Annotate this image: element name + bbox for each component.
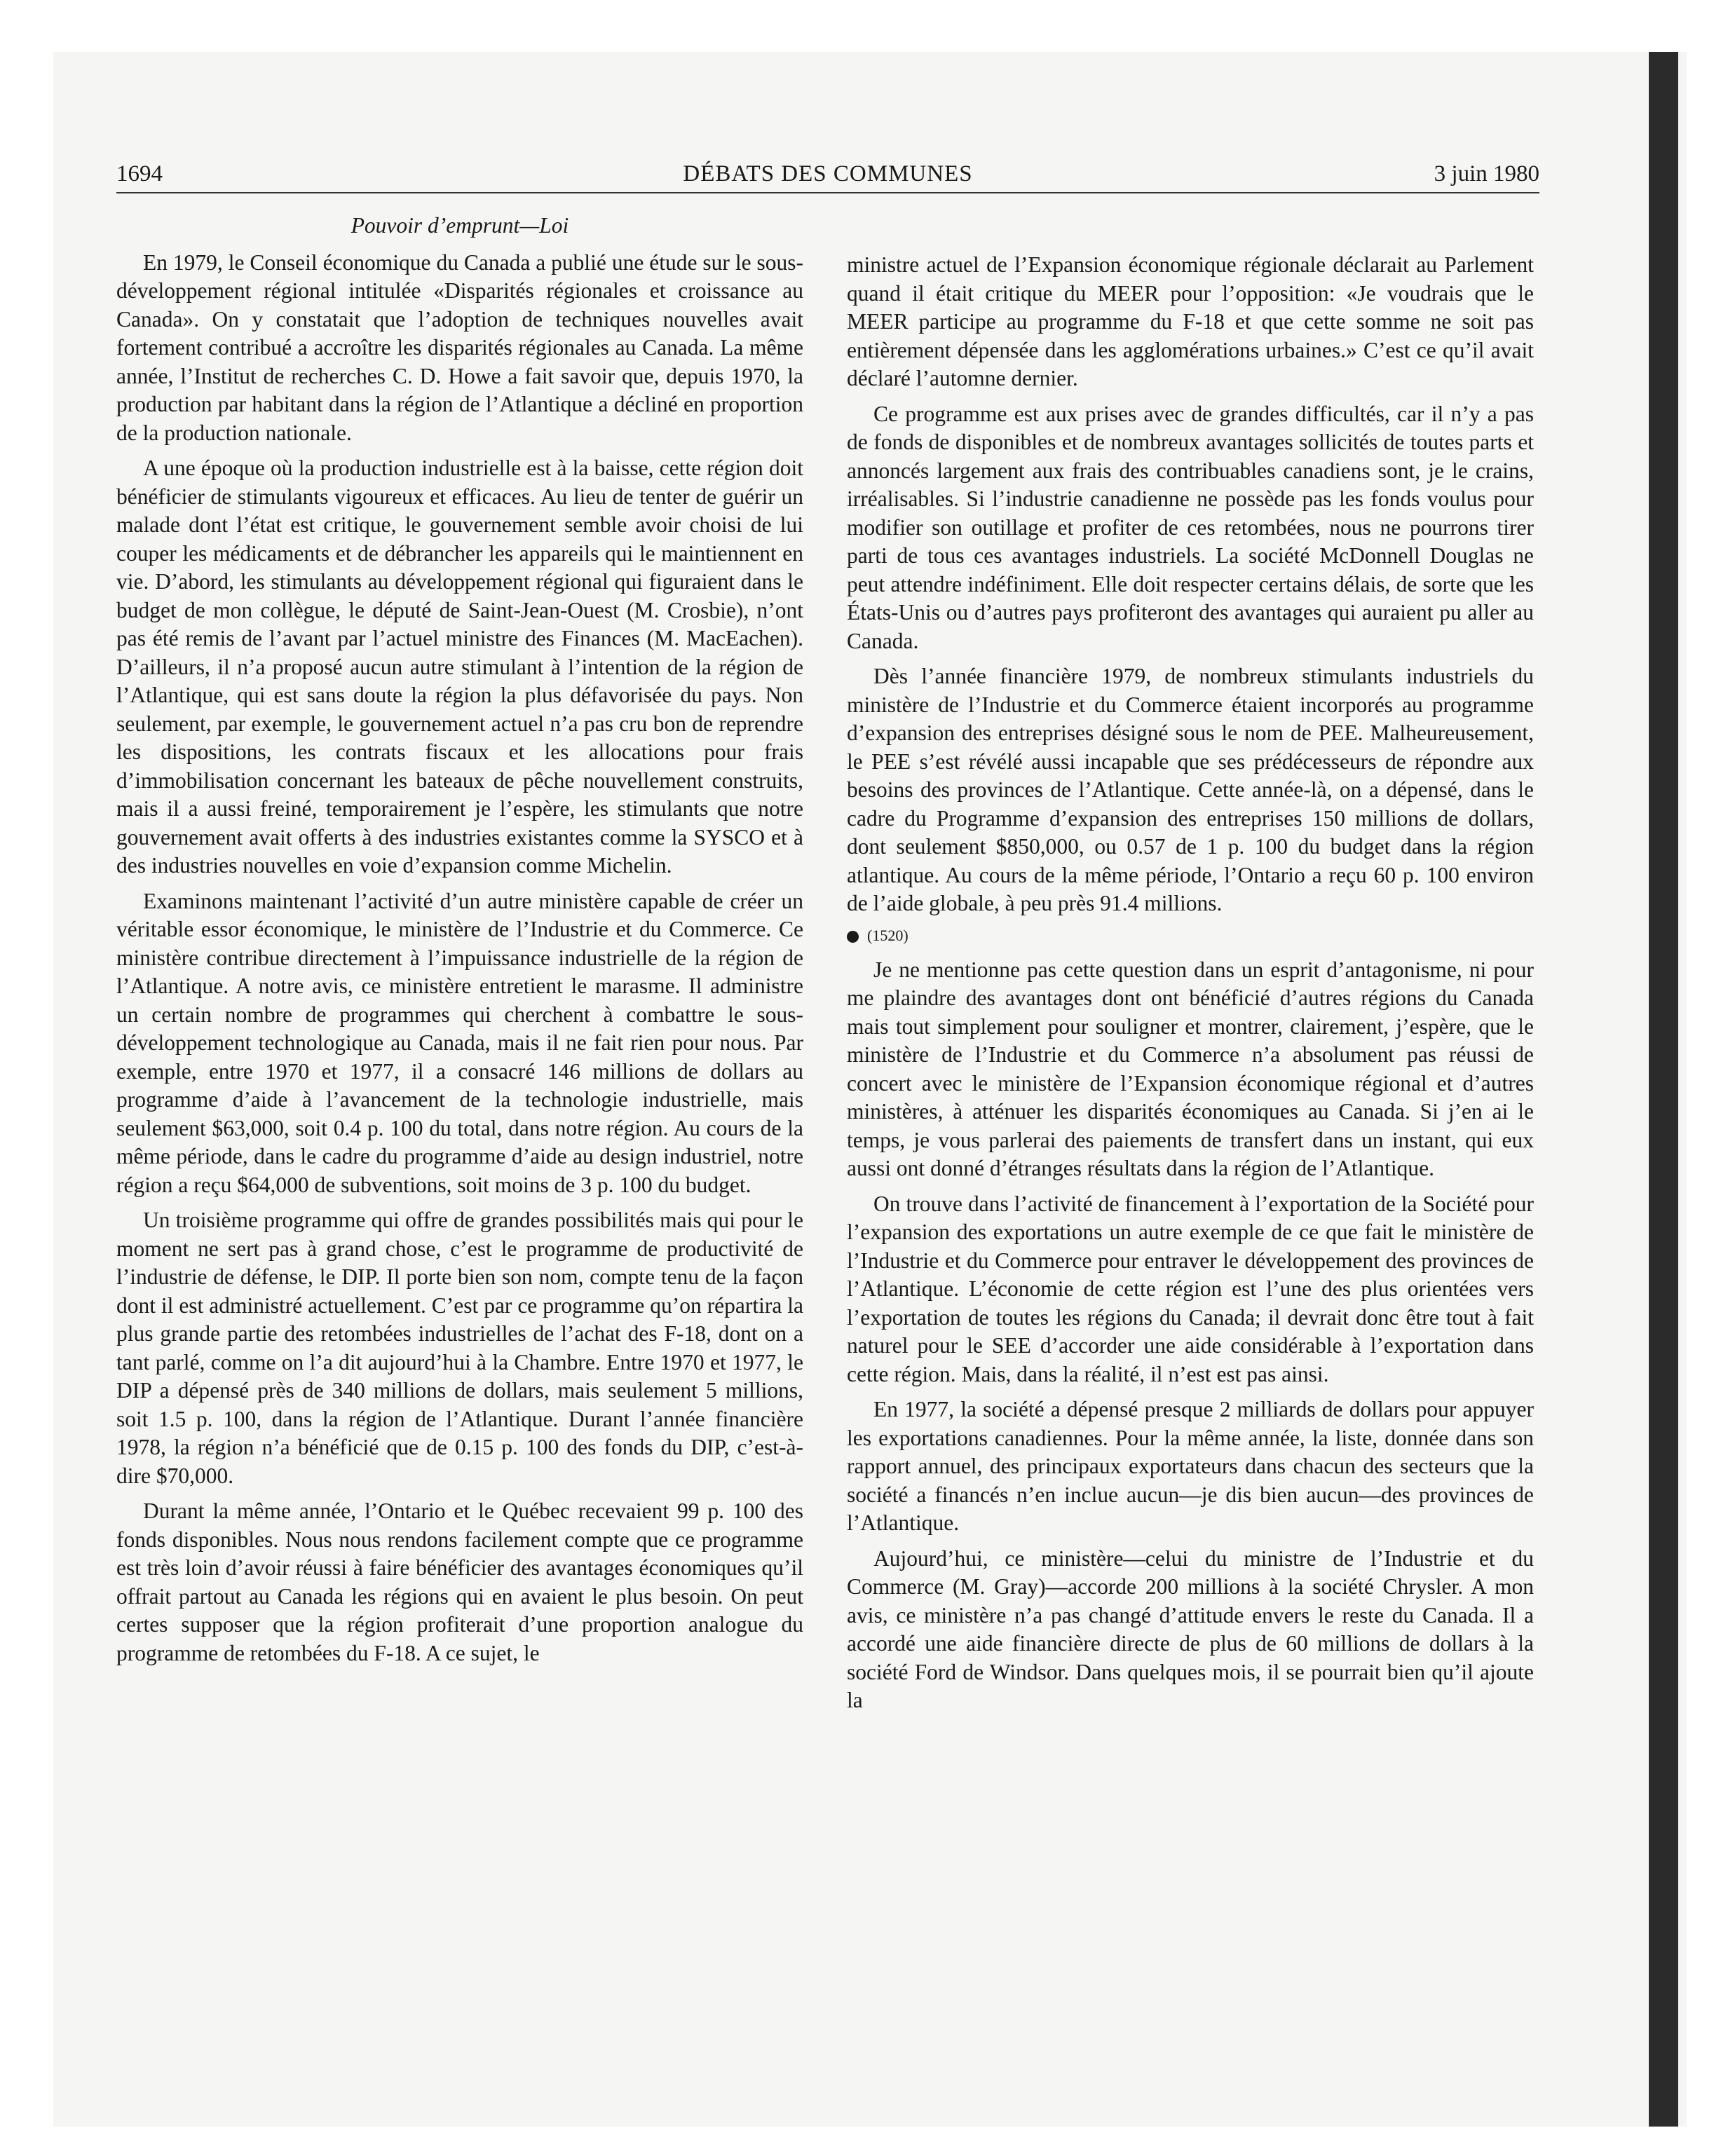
section-title: Pouvoir d’emprunt—Loi — [351, 213, 569, 238]
bullet-icon — [847, 931, 859, 943]
paragraph: A une époque où la production industrielle est à la baisse, cette région doit bénéficier de stimulants vigoureux et efficaces. Au lieu de tenter de guérir un malade dont l’état est critique, le gouvernement semble avoir choisi de lui couper les médicaments et de débrancher les appareils qui le maintiennent en vie. D’abord, les stimulants au développement régional qui figuraient dans le budget de mon collègue, le député de Saint-Jean-Ouest (M. Crosbie), n’ont pas été remis de l’avant par l’actuel ministre des Finances (M. MacEachen). D’ailleurs, il n’a proposé aucun autre stimulant à l’intention de la région de l’Atlantique, qui est sans doute la région la plus défavorisée du pays. Non seulement, par exemple, le gouvernement actuel n’a pas cru bon de reprendre les dispositions, les contrats fiscaux et les allocations pour frais d’immobilisation concernant les bateaux de pêche nouvellement construits, mais il a aussi freiné, temporairement je l’espère, les stimulants que notre gouvernement avait offerts à des industries existantes comme la SYSCO et à des industries nouvelles en voie d’expansion comme Michelin. — [116, 456, 803, 878]
paragraph: En 1979, le Conseil économique du Canada a publié une étude sur le sous-développement régional intitulée «Disparités régionales et croissance au Canada». On y constatait que l’adoption de techniques nouvelles avait fortement contribué a accroître les disparités régionales au Canada. La même année, l’Institut de recherches C. D. Howe a fait savoir que, depuis 1970, la production par habitant dans la région de l’Atlantique a décliné en proportion de la production nationale. — [116, 250, 803, 445]
page-header — [116, 158, 1539, 189]
time-marker-label: (1520) — [867, 926, 909, 944]
paragraph: En 1977, la société a dépensé presque 2 milliards de dollars pour appuyer les exportations canadiennes. Pour la même année, la liste, donnée dans son rapport annuel, des principaux exportateurs dans chacun des secteurs que la société a financés n’en inclue aucun—je dis bien aucun—des provinces de l’Atlantique. — [847, 1397, 1534, 1535]
paragraph: Aujourd’hui, ce ministère—celui du ministre de l’Industrie et du Commerce (M. Gray)—accorde 200 millions à la société Chrysler. A mon avis, ce ministère n’a pas changé d’attitude envers le reste du Canada. Il a accordé une aide financière directe de plus de 60 millions de dollars à la société Ford de Windsor. Dans quelques mois, il se pourrait bien qu’il ajoute la — [847, 1546, 1534, 1712]
paragraph: Je ne mentionne pas cette question dans un esprit d’antagonisme, ni pour me plaindre des avantages dont ont bénéficié d’autres régions du Canada mais tout simplement pour souligner et montrer, clairement, j’espère, que le ministère de l’Industrie et du Commerce n’a absolument pas réussi de concert avec le ministère de l’Expansion économique régional et d’autres ministères, à atténuer les disparités économiques au Canada. Si j’en ai le temps, je vous parlerai des paiements de transfert dans un instant, qui eux aussi ont donné d’étranges résultats dans la région de l’Atlantique. — [847, 957, 1534, 1180]
page-number: 1694 — [116, 161, 163, 186]
paragraph: Examinons maintenant l’activité d’un autre ministère capable de créer un véritable essor économique, le ministère de l’Industrie et du Commerce. Ce ministère contribue directement à l’impuissance industrielle de la région de l’Atlantique. A notre avis, ce ministère entretient le marasme. Il administre un certain nombre de programmes qui cherchent à combattre le sous-développement technologique au Canada, mais il ne fait rien pour nous. Par exemple, entre 1970 et 1977, il a consacré 146 millions de dollars au programme d’aide à l’avancement de la technologie industrielle, mais seulement $63,000, soit 0.4 p. 100 du total, dans notre région. Au cours de la même période, dans le cadre du programme d’aide au design industriel, notre région a reçu $64,000 de subventions, soit moins de 3 p. 100 du budget. — [116, 888, 803, 1197]
right-column — [847, 251, 1534, 2129]
paragraph: Ce programme est aux prises avec de grandes difficultés, car il n’y a pas de fonds de disponibles et de nombreux avantages sollicités de toutes parts et annoncés largement aux frais des contribuables canadiens sont, je le crains, irréalisables. Si l’industrie canadienne ne possède pas les fonds voulus pour modifier son outillage et profiter de ces retombées, nous ne pourrons tirer parti de tous ces avantages industriels. La société McDonnell Douglas ne peut attendre indéfiniment. Elle doit respecter certains délais, de sorte que les États-Unis ou d’autres pays profiteront des avantages qui auraient pu aller au Canada. — [847, 401, 1534, 653]
paragraph: Durant la même année, l’Ontario et le Québec recevaient 99 p. 100 des fonds disponibles. Nous nous rendons facilement compte que ce programme est très loin d’avoir réussi à faire bénéficier des avantages économiques qu’il offrait partout au Canada les régions qui en avaient le plus besoin. On peut certes supposer que la région profiterait d’une proportion analogue du programme de retombées du F-18. A ce sujet, le — [116, 1499, 803, 1665]
paragraph: ministre actuel de l’Expansion économique régionale déclarait au Parlement quand il était critique du MEER pour l’opposition: «Je voudrais que le MEER participe au programme du F-18 et que cette somme ne soit pas entièrement dépensée dans les agglomérations urbaines.» C’est ce qu’il avait déclaré l’automne dernier. — [847, 252, 1534, 390]
left-column — [116, 212, 803, 2090]
paragraph: Un troisième programme qui offre de grandes possibilités mais qui pour le moment ne sert pas à grand chose, c’est le programme de productivité de l’industrie de défense, le DIP. Il porte bien son nom, compte tenu de la façon dont il est administré actuellement. C’est par ce programme qu’on répartira la plus grande partie des retombées industrielles de l’achat des F-18, dont on a tant parlé, comme on l’a dit aujourd’hui à la Chambre. Entre 1970 et 1977, le DIP a dépensé près de 340 millions de dollars, mais seulement 5 millions, soit 1.5 p. 100, dans la région de l’Atlantique. Durant l’année financière 1978, la région n’a bénéficié que de 0.15 p. 100 des fonds du DIP, c’est-à-dire $70,000. — [116, 1208, 803, 1488]
page-date: 3 juin 1980 — [1434, 161, 1539, 186]
paragraph: Dès l’année financière 1979, de nombreux stimulants industriels du ministère de l’Industrie et du Commerce étaient incorporés au programme d’expansion des entreprises désigné sous le nom de PEE. Malheureusement, le PEE s’est révélé aussi incapable que ses prédécesseurs de répondre aux besoins des provinces de l’Atlantique. Cette année-là, on a dépensé, dans le cadre du Programme d’expansion des entreprises 150 millions de dollars, dont seulement $850,000, ou 0.57 de 1 p. 100 du budget dans la région atlantique. Au cours de la même période, l’Ontario a reçu 60 p. 100 environ de l’aide globale, à peu près 91.4 millions. — [847, 664, 1534, 915]
header-rule — [116, 192, 1539, 193]
time-marker — [847, 925, 1534, 946]
binding-edge — [1649, 52, 1678, 2127]
publication-title: DÉBATS DES COMMUNES — [683, 161, 973, 186]
paragraph: On trouve dans l’activité de financement à l’exportation de la Société pour l’expansion des exportations un autre exemple de ce que fait le ministère de l’Industrie et du Commerce pour entraver le développement des provinces de l’Atlantique. L’économie de cette région est l’une des plus orientées vers l’exportation de toutes les régions du Canada; il devrait donc être tout à fait naturel pour le SEE d’accorder une aide considérable à l’exportation dans cette région. Mais, dans la réalité, il n’est est pas ainsi. — [847, 1191, 1534, 1386]
